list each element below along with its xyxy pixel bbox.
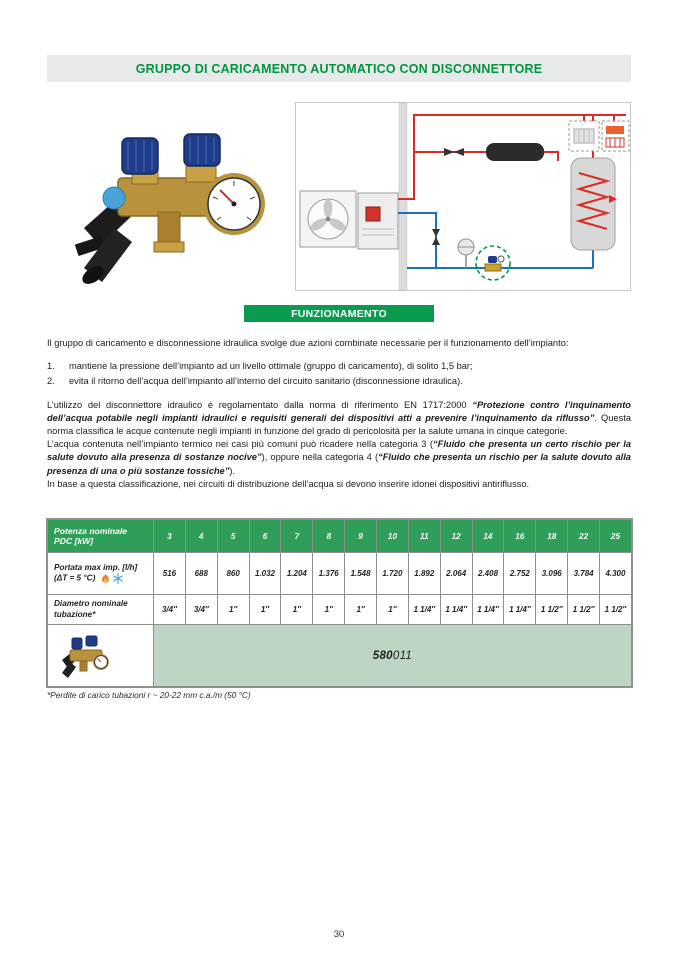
diameter-value-cell: 1″ — [281, 595, 313, 625]
table-header-row — [48, 520, 632, 553]
flame-icon — [101, 573, 110, 584]
power-col-header: 9 — [345, 520, 377, 553]
diameter-value-cell: 1 1/4″ — [472, 595, 504, 625]
brass-lower-body — [158, 212, 180, 246]
norm-paragraph — [47, 399, 631, 439]
page-number: 30 — [333, 929, 345, 940]
hydraulic-scheme — [296, 103, 630, 290]
power-col-header: 16 — [504, 520, 536, 553]
diameter-value-cell: 1″ — [377, 595, 409, 625]
list-text: evita il ritorno dell’acqua dell’impianto all’interno del circuito sanitario (disconnessione idraulica). — [69, 376, 463, 387]
list-text: mantiene la pressione dell’impianto ad un livello ottimale (gruppo di caricamento), di solito 1,5 bar; — [69, 361, 473, 372]
flow-value-cell: 1.032 — [249, 553, 281, 595]
power-col-header: 11 — [408, 520, 440, 553]
list-item — [47, 360, 631, 373]
norm-quote: “Protezione contro l’inquinamento dell’acqua potabile negli impianti idraulici e requisiti generali dei dispositivi atti a prevenire l’inquinamento da riflusso” — [47, 399, 631, 423]
norm-text: L’utilizzo del disconnettore idraulico è regolamentato dalla norma di riferimento EN 1717:2000 — [47, 399, 473, 410]
storage-tank — [571, 158, 615, 250]
flow-value-cell: 688 — [185, 553, 217, 595]
mode-icons — [101, 573, 123, 584]
snowflake-icon — [113, 573, 123, 584]
row-label-diameter — [48, 595, 154, 625]
flow-value-cell: 3.096 — [536, 553, 568, 595]
diameter-value-cell: 1 1/4″ — [504, 595, 536, 625]
flow-value-cell: 1.376 — [313, 553, 345, 595]
indoor-unit-module — [366, 207, 380, 221]
flow-label-line2: (ΔT = 5 °C) — [54, 573, 96, 583]
numbered-list — [47, 360, 631, 388]
valve-icons — [432, 148, 464, 245]
flow-value-cell: 4.300 — [600, 553, 632, 595]
loading-group-knob — [488, 256, 497, 263]
system-schematic — [295, 102, 631, 291]
flow-value-cell: 2.752 — [504, 553, 536, 595]
loading-group-photo — [62, 100, 284, 292]
diameter-value-cell: 1″ — [249, 595, 281, 625]
list-number: 1. — [47, 361, 55, 372]
product-code-series: 580 — [372, 649, 393, 662]
fancoil-icon — [606, 126, 624, 134]
wall — [399, 103, 407, 290]
category-text: L’acqua contenuta nell’impianto termico nei casi più comuni può ricadere nella categoria 3 ( — [47, 439, 433, 450]
brass-nut-right — [186, 166, 216, 182]
power-col-header: 18 — [536, 520, 568, 553]
power-col-header: 7 — [281, 520, 313, 553]
header-label-line1: Potenza nominale — [54, 526, 128, 536]
power-col-header: 5 — [217, 520, 249, 553]
flow-value-cell: 1.548 — [345, 553, 377, 595]
flow-value-cell: 2.064 — [440, 553, 472, 595]
list-number: 2. — [47, 376, 55, 387]
diameter-value-cell: 1″ — [313, 595, 345, 625]
loading-group-body — [485, 264, 501, 271]
table-row-product — [48, 625, 632, 687]
flow-value-cell: 860 — [217, 553, 249, 595]
product-photo — [62, 100, 284, 292]
flow-label-line1: Portata max imp. [l/h] — [54, 562, 138, 572]
norm-text: . Questa norma classifica le acque contenute negli impianti in funzione del grado di pericolosità per la salute umana in cinque categorie. — [47, 412, 631, 436]
power-col-header: 3 — [154, 520, 186, 553]
row-label-flow — [48, 553, 154, 595]
product-code-cell — [154, 625, 632, 687]
light-blue-cap — [103, 187, 125, 209]
list-item — [47, 375, 631, 388]
diameter-label-line1: Diametro nominale — [54, 599, 128, 609]
page-title-text: GRUPPO DI CARICAMENTO AUTOMATICO CON DISCONNETTORE — [135, 61, 543, 76]
diameter-value-cell: 1″ — [217, 595, 249, 625]
section-header-funzionamento — [244, 305, 434, 322]
diameter-value-cell: 1 1/4″ — [440, 595, 472, 625]
section-header-text: FUNZIONAMENTO — [291, 307, 387, 320]
diameter-value-cell: 1 1/2″ — [568, 595, 600, 625]
product-code-suffix: 011 — [392, 649, 413, 662]
flow-value-cell: 1.204 — [281, 553, 313, 595]
flow-value-cell: 1.892 — [408, 553, 440, 595]
power-col-header: 12 — [440, 520, 472, 553]
table-row-diameter — [48, 595, 632, 625]
flow-value-cell: 516 — [154, 553, 186, 595]
product-thumbnail-cell — [48, 625, 154, 687]
power-col-header: 4 — [185, 520, 217, 553]
intro-paragraph: Il gruppo di caricamento e disconnessione idraulica svolge due azioni combinate necessarie per il funzionamento dell’impianto: — [47, 338, 569, 348]
table-row-flow — [48, 553, 632, 595]
table-header-label — [48, 520, 154, 553]
power-col-header: 25 — [600, 520, 632, 553]
category-quote: “Fluido che presenta un rischio per la salute dovuto alla presenza di una o più sostanze tossiche” — [47, 452, 631, 476]
power-col-header: 10 — [377, 520, 409, 553]
diameter-value-cell: 3/4″ — [154, 595, 186, 625]
diameter-value-cell: 3/4″ — [185, 595, 217, 625]
page-title — [47, 55, 631, 82]
diameter-value-cell: 1 1/2″ — [600, 595, 632, 625]
category-text: ), oppure nella categoria 4 ( — [261, 452, 379, 463]
diameter-label-line2: tubazione* — [54, 609, 96, 619]
product-thumbnail — [56, 630, 112, 682]
spec-table — [47, 519, 632, 687]
footnote: *Perdite di carico tubazioni r ~ 20-22 mm c.a./m (50 °C) — [47, 690, 251, 700]
loading-group-gauge — [498, 256, 504, 262]
power-col-header: 6 — [249, 520, 281, 553]
flow-value-cell: 3.784 — [568, 553, 600, 595]
category-quote: “Fluido che presenta un certo rischio per la salute dovuto alla presenza di sostanze nocive” — [47, 439, 631, 463]
diameter-value-cell: 1 1/2″ — [536, 595, 568, 625]
closing-paragraph: In base a questa classificazione, nei circuiti di distribuzione dell’acqua si devono inserire idonei dispositivi antiriflusso. — [47, 478, 530, 489]
diameter-value-cell: 1 1/4″ — [408, 595, 440, 625]
diameter-value-cell: 1″ — [345, 595, 377, 625]
power-col-header: 22 — [568, 520, 600, 553]
header-label-line2: PDC [kW] — [54, 536, 94, 546]
body-text — [47, 337, 631, 491]
power-col-header: 14 — [472, 520, 504, 553]
brass-union — [154, 242, 184, 252]
flow-label-line2-wrap — [54, 573, 149, 584]
category-text: ). — [229, 465, 236, 476]
flow-value-cell: 2.408 — [472, 553, 504, 595]
spec-table-wrap — [47, 519, 631, 687]
category-paragraph — [47, 438, 631, 478]
hydraulic-separator — [486, 143, 544, 161]
power-col-header: 8 — [313, 520, 345, 553]
flow-value-cell: 1.720 — [377, 553, 409, 595]
